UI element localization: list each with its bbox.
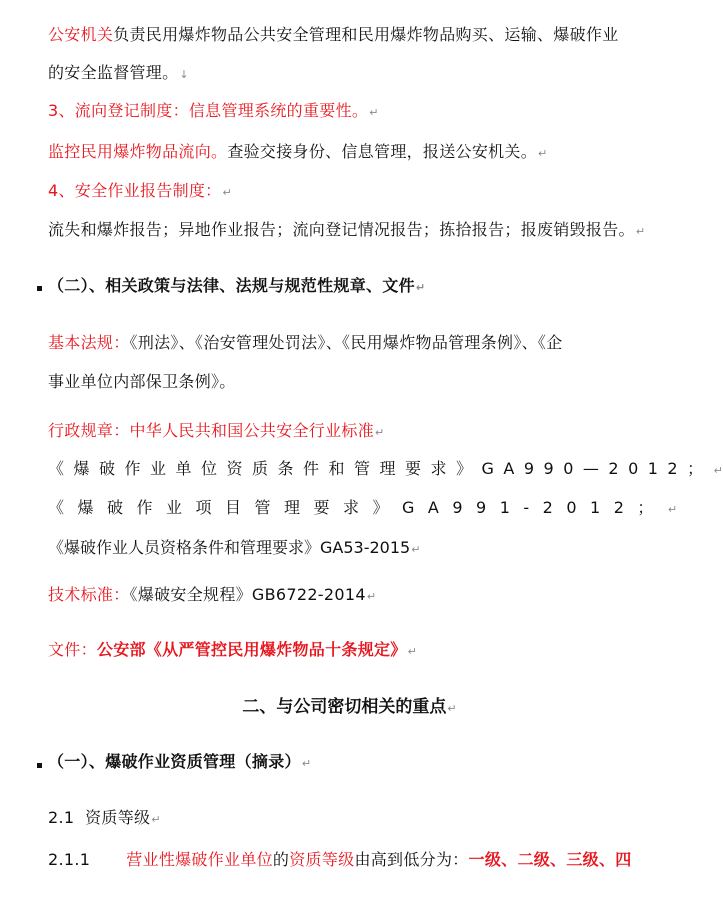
flow-registration-text: 3、流向登记制度：信息管理系统的重要性。 [48, 101, 369, 120]
safety-report-heading [48, 181, 232, 203]
section-qualification-text: （一）、爆破作业资质管理（摘录） [48, 752, 301, 771]
paragraph-police-duty-line2 [48, 63, 189, 85]
standard-ga991-line [48, 498, 677, 520]
standard-ga53: 《爆破作业人员资格条件和管理要求》GA53-2015 [48, 538, 411, 557]
basic-law-text-end: 事业单位内部保卫条例》。 [48, 372, 236, 391]
basic-law-label: 基本法规： [48, 333, 130, 352]
paragraph-mark-icon: ↓ [179, 68, 189, 81]
basic-law-text: 《刑法》、《治安管理处罚法》、《民用爆炸物品管理条例》、《企 [129, 333, 563, 352]
paragraph-mark-icon: ↵ [411, 543, 421, 556]
clause-2-1-text: 2.1 资质等级 [48, 808, 151, 827]
tech-standard-label: 技术标准： [48, 585, 130, 604]
section-policy-heading [48, 276, 425, 298]
tech-standard-text: 《爆破安全规程》GB6722-2014 [129, 585, 366, 604]
paragraph-mark-icon: ↵ [538, 147, 548, 160]
tech-standard-line [48, 585, 376, 607]
paragraph-mark-icon: ↵ [713, 464, 723, 477]
paragraph-mark-icon: ↵ [369, 106, 379, 119]
document-label: 文件： [48, 640, 97, 659]
clause-2-1-1-line [48, 850, 632, 870]
clause-grade-list: 一级、二级、三级、四 [468, 850, 632, 869]
section-policy-text: （二）、相关政策与法律、法规与规范性规章、文件 [48, 276, 415, 295]
report-types-paragraph [48, 220, 645, 242]
admin-rules-label: 行政规章：中华人民共和国公共安全行业标准 [48, 421, 375, 440]
section-qualification-heading [48, 752, 311, 774]
standard-ga990-line [48, 459, 723, 481]
clause-subject: 营业性爆破作业单位 [126, 850, 273, 869]
police-duty-text: 负责民用爆炸物品公共安全管理和民用爆炸物品购买、运输、爆破作业 [113, 25, 619, 44]
monitor-flow-text: 查验交接身份、信息管理，报送公安机关。 [227, 142, 538, 161]
clause-connector: 的 [272, 850, 290, 869]
police-duty-text-end: 的安全监督管理。 [48, 63, 179, 82]
clause-qualification-grade: 资质等级 [289, 850, 355, 869]
flow-registration-heading [48, 101, 379, 123]
paragraph-mark-icon: ↵ [151, 813, 161, 826]
standard-ga991: 《爆破作业项目管理要求》GA991-2012； [48, 498, 667, 517]
paragraph-mark-icon: ↵ [635, 225, 646, 238]
bullet-icon [37, 763, 42, 768]
key-points-title: 二、与公司密切相关的重点 [242, 697, 447, 717]
paragraph-mark-icon: ↵ [415, 281, 426, 294]
safety-report-text: 4、安全作业报告制度： [48, 181, 222, 200]
police-label: 公安机关 [48, 25, 114, 44]
clause-2-1-1-number: 2.1.1 [48, 850, 91, 869]
paragraph-mark-icon: ↵ [447, 702, 457, 715]
monitor-flow-label: 监控民用爆炸物品流向。 [48, 142, 228, 161]
paragraph-mark-icon: ↵ [301, 757, 312, 770]
basic-law-line2 [48, 372, 236, 392]
paragraph-mark-icon: ↵ [366, 590, 377, 603]
document-text: 公安部《从严管控民用爆炸物品十条规定》 [96, 640, 407, 659]
basic-law-line1 [48, 333, 563, 353]
document-line [48, 640, 417, 662]
paragraph-mark-icon: ↵ [407, 645, 418, 658]
standard-ga990: 《爆破作业单位资质条件和管理要求》GA990—2012； [48, 459, 713, 478]
admin-rules-label-line [48, 421, 385, 443]
clause-order-text: 由高到低分为： [354, 850, 469, 869]
section-heading-key-points [0, 696, 699, 720]
monitor-flow-paragraph [48, 142, 548, 164]
paragraph-mark-icon: ↵ [222, 186, 233, 199]
bullet-icon [37, 286, 42, 291]
report-types-text: 流失和爆炸报告；异地作业报告；流向登记情况报告；拣拾报告；报废销毁报告。 [48, 220, 635, 239]
standard-ga53-line [48, 538, 420, 560]
paragraph-police-duty-line1 [48, 25, 619, 45]
paragraph-mark-icon: ↵ [667, 503, 678, 516]
paragraph-mark-icon: ↵ [375, 426, 385, 439]
clause-2-1-line [48, 808, 161, 830]
